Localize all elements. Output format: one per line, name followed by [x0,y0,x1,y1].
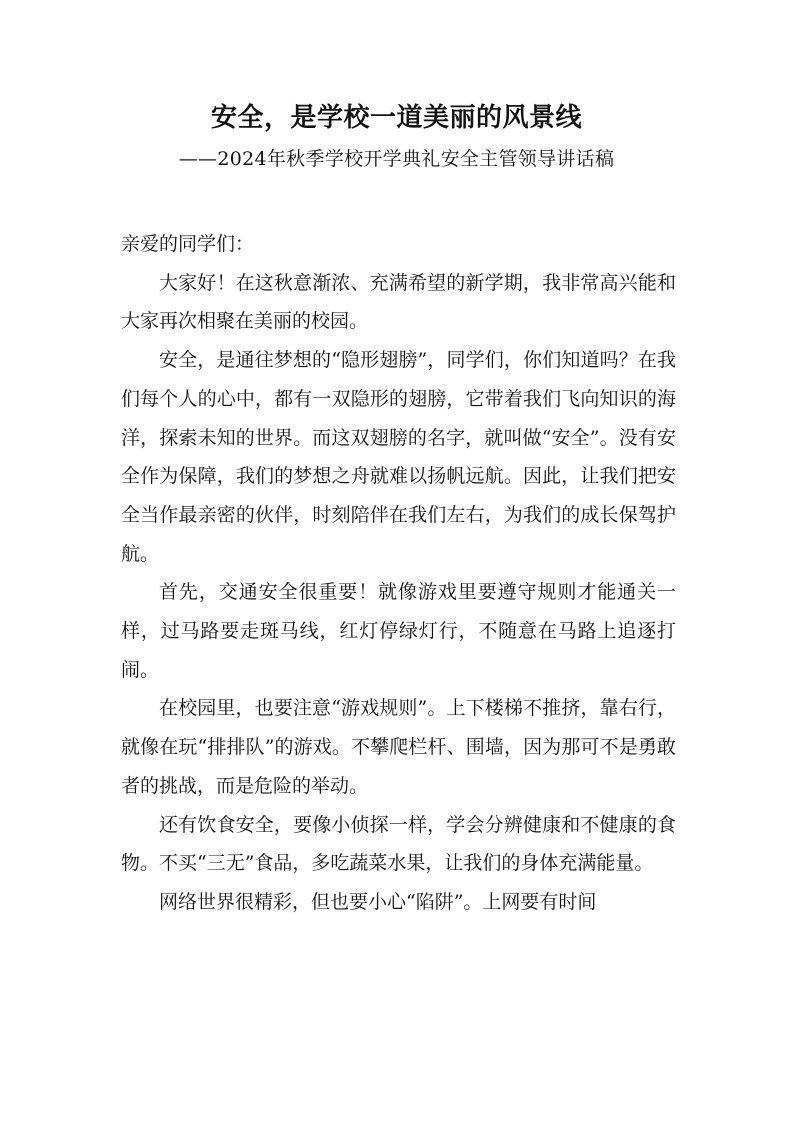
salutation: 亲爱的同学们： [121,233,255,255]
paragraph-greeting: 大家好！在这秋意渐浓、充满希望的新学期，我非常高兴能和大家再次相聚在美丽的校园。 [121,271,676,333]
paragraph-traffic-safety: 首先，交通安全很重要！就像游戏里要遵守规则才能通关一样，过马路要走斑马线，红灯停绿灯行，不随意在马路上追逐打闹。 [121,581,676,681]
paragraph-campus-rules: 在校园里，也要注意“游戏规则”。上下楼梯不推挤，靠右行，就像在玩“排排队”的游戏。不攀爬栏杆、围墙，因为那可不是勇敢者的挑战，而是危险的举动。 [121,697,676,797]
document-title: 安全，是学校一道美丽的风景线 [210,103,582,133]
paragraph-internet-safety: 网络世界很精彩，但也要小心“陷阱”。上网要有时间 [159,890,597,913]
paragraph-food-safety: 还有饮食安全，要像小侦探一样，学会分辨健康和不健康的食物。不买“三无”食品，多吃蔬菜水果，让我们的身体充满能量。 [121,813,676,875]
document-body [121,225,676,922]
document-subtitle: ——2024年秋季学校开学典礼安全主管领导讲话稿 [178,148,615,170]
paragraph-invisible-wings: 安全，是通往梦想的“隐形翅膀”，同学们，你们知道吗？在我们每个人的心中，都有一双隐形的翅膀，它带着我们飞向知识的海洋，探索未知的世界。而这双翅膀的名字，就叫做“安全”。没有安全作为保障，我们的梦想之舟就难以扬帆远航。因此，让我们把安全当作最亲密的伙伴，时刻陪伴在我们左右，为我们的成长保驾护航。 [121,349,676,565]
